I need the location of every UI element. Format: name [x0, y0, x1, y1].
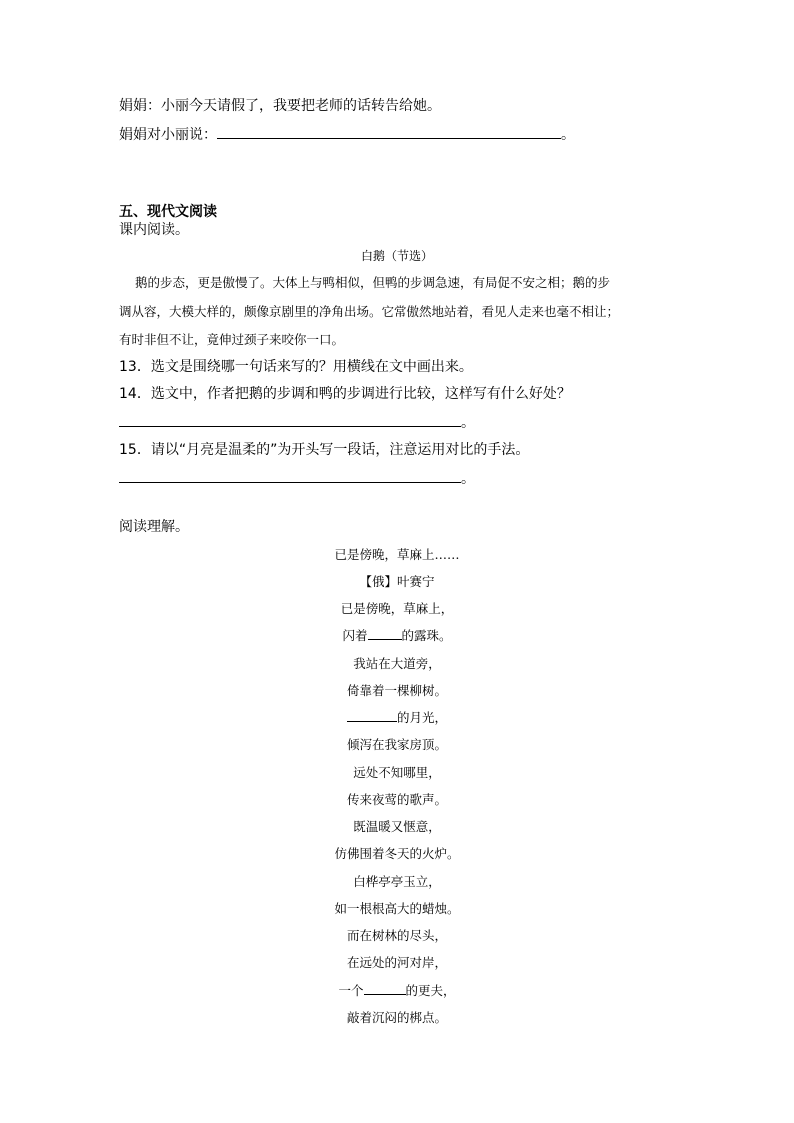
poem-blank[interactable] — [347, 709, 397, 722]
answer-blank[interactable] — [119, 468, 461, 483]
question-14-answer-line — [119, 412, 475, 433]
poem-line: 在远处的河对岸， — [346, 955, 447, 970]
question-14: 14．选文中，作者把鹅的步调和鸭的步调进行比较，这样写有什么好处？ — [119, 386, 571, 402]
answer-suffix: 。 — [561, 127, 575, 143]
dialogue-text: 娟娟：小丽今天请假了，我要把老师的话转告给她。 — [119, 98, 441, 114]
poem-line: 我站在大道旁， — [353, 656, 441, 671]
question-13: 13．选文是围绕哪一句话来写的？用横线在文中画出来。 — [119, 359, 473, 375]
poem-line: 的月光， — [0, 709, 794, 727]
passage-line: 调从容，大模大样的，颇像京剧里的净角出场。它常傲然地站着，看见人走来也毫不相让； — [119, 304, 620, 319]
poem-line: 倾泻在我家房顶。 — [346, 737, 447, 752]
passage-line: 有时非但不让，竟伸过颈子来咬你一口。 — [119, 332, 345, 347]
poem-blank[interactable] — [368, 627, 402, 640]
dialogue-line — [119, 96, 441, 116]
answer-prompt: 娟娟对小丽说： — [119, 127, 217, 143]
poem-line: 已是傍晚，草麻上， — [340, 601, 454, 616]
poem-line: 如一根根高大的蜡烛。 — [334, 901, 460, 916]
section-heading: 五、现代文阅读 — [119, 204, 217, 220]
answer-blank[interactable] — [119, 412, 461, 427]
dialogue-answer-line — [119, 124, 575, 145]
question-15-answer-line — [119, 468, 475, 489]
reading-heading: 阅读理解。 — [119, 519, 189, 535]
passage-line: 鹅的步态，更是傲慢了。大体上与鸭相似，但鸭的步调急速，有局促不安之相；鹅的步 — [135, 275, 611, 290]
poem-line: 一个 的更夫， — [338, 983, 456, 998]
poem-line: 而在树林的尽头， — [346, 928, 447, 943]
poem-intro: 已是傍晚，草麻上…… — [334, 547, 460, 562]
poem-line: 传来夜莺的歌声。 — [346, 792, 447, 807]
poem-author: 【俄】叶赛宁 — [359, 574, 435, 589]
question-15: 15．请以“月亮是温柔的”为开头写一段话，注意运用对比的手法。 — [119, 442, 530, 458]
poem-line: 既温暖又惬意， — [353, 819, 441, 834]
poem-line: 敲着沉闷的梆点。 — [346, 1010, 447, 1025]
poem-line: 倚靠着一棵柳树。 — [346, 683, 447, 698]
poem-line: 白桦亭亭玉立， — [353, 874, 441, 889]
answer-suffix: 。 — [461, 471, 475, 487]
answer-suffix: 。 — [461, 415, 475, 431]
section-subheading: 课内阅读。 — [119, 222, 189, 238]
poem-blank[interactable] — [364, 982, 406, 995]
poem-line: 远处不知哪里， — [353, 765, 441, 780]
poem-line: 闪着 的露珠。 — [342, 628, 452, 643]
poem-line: 仿佛围着冬天的火炉。 — [334, 846, 460, 861]
passage-title: 白鹅（节选） — [360, 249, 433, 263]
answer-blank[interactable] — [217, 124, 561, 139]
